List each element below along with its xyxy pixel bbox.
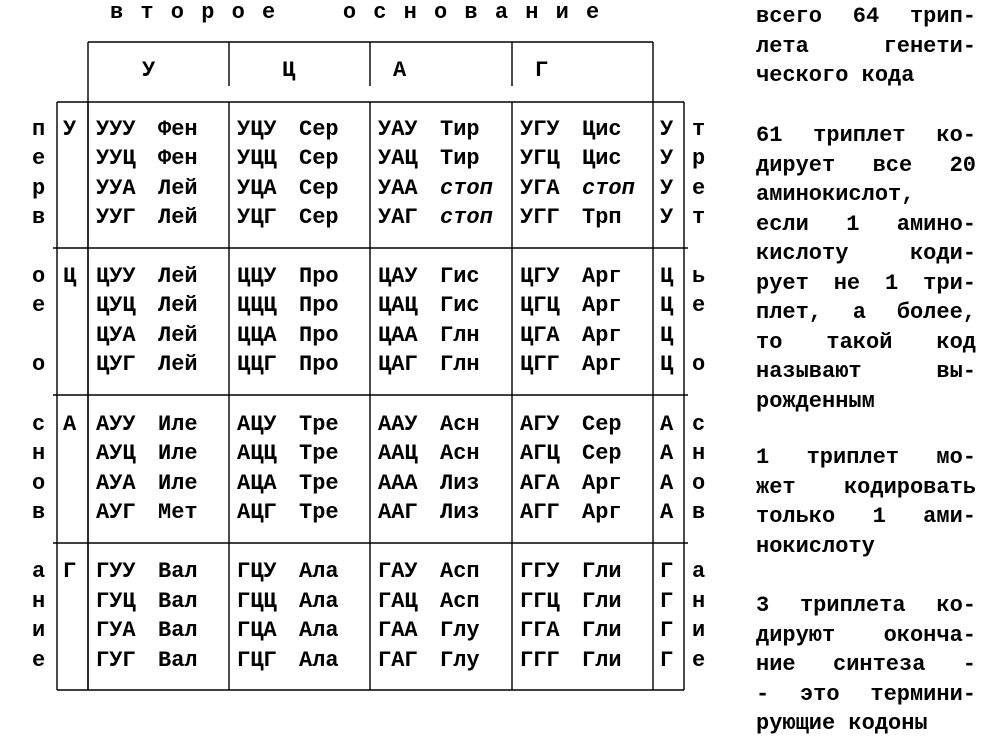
amino-acid: Асп [440, 589, 480, 614]
side-label-left-char: н [32, 589, 46, 614]
codon-triplet: ГЦУ [237, 559, 277, 584]
codon-triplet: ААЦ [378, 441, 418, 466]
note-paragraph [756, 2, 976, 91]
amino-acid: Асн [440, 441, 480, 466]
codon-triplet: АГА [520, 471, 560, 496]
note-line: дирует все 20 [756, 152, 976, 178]
codon-triplet: АЦУ [237, 412, 277, 437]
side-label-right-char: т [692, 205, 706, 230]
note-line: только 1 ами- [756, 504, 976, 529]
codon-triplet: АУУ [96, 412, 136, 437]
third-base-label: У [660, 176, 674, 201]
note-line: если 1 амино- [756, 211, 976, 237]
note-line: аминокислот, [756, 182, 915, 207]
note-line: всего 64 трип- [756, 4, 976, 29]
third-base-label: А [660, 500, 674, 525]
codon-triplet: ЦАГ [378, 352, 418, 377]
codon-triplet: ААА [378, 471, 418, 496]
codon-triplet: ЦУА [96, 323, 136, 348]
codon-triplet: ЦГГ [520, 352, 560, 377]
codon-triplet: УУУ [96, 117, 136, 142]
codon-triplet: ЦГУ [520, 264, 560, 289]
amino-acid: Про [299, 352, 339, 377]
codon-triplet: ГГЦ [520, 589, 560, 614]
side-label-left-char: п [32, 117, 46, 142]
amino-acid: Арг [582, 264, 622, 289]
amino-acid: Тир [440, 146, 480, 171]
amino-acid: Лей [158, 264, 198, 289]
side-label-right-char: е [692, 176, 706, 201]
codon-triplet: ГУГ [96, 648, 136, 673]
amino-acid: Сер [582, 412, 622, 437]
amino-acid: Фен [158, 146, 198, 171]
codon-triplet: ГАЦ [378, 589, 418, 614]
note-line: рующие кодоны [756, 711, 928, 736]
note-line: 61 триплет ко- [756, 123, 976, 148]
side-label-right-char: о [692, 352, 706, 377]
side-label-right-char: е [692, 648, 706, 673]
note-line: называют вы- [756, 359, 976, 384]
amino-acid: Тре [299, 500, 339, 525]
side-label-right-char: и [692, 618, 706, 643]
note-line: - это термини- [756, 681, 976, 707]
codon-triplet: АЦГ [237, 500, 277, 525]
amino-acid: Тре [299, 441, 339, 466]
amino-acid: Асн [440, 412, 480, 437]
side-label-right-char: е [692, 293, 706, 318]
amino-acid: Вал [158, 589, 198, 614]
side-label-left-char: в [32, 500, 46, 525]
codon-triplet: ЦЦГ [237, 352, 277, 377]
amino-acid: Иле [158, 441, 198, 466]
note-line: дируют оконча- [756, 622, 976, 648]
codon-triplet: ЦУУ [96, 264, 136, 289]
amino-acid: Глн [440, 323, 480, 348]
codon-triplet: ГЦА [237, 618, 277, 643]
third-base-label: У [660, 117, 674, 142]
amino-acid: Гли [582, 559, 622, 584]
side-label-left-char: а [32, 559, 46, 584]
side-label-right-char: а [692, 559, 706, 584]
codon-triplet: ГУЦ [96, 589, 136, 614]
amino-acid: Гли [582, 589, 622, 614]
codon-triplet: ЦАА [378, 323, 418, 348]
side-label-left-char: е [32, 648, 46, 673]
amino-acid: Вал [158, 648, 198, 673]
codon-triplet: ГЦГ [237, 648, 277, 673]
amino-acid: Тре [299, 412, 339, 437]
amino-acid: Арг [582, 323, 622, 348]
codon-triplet: УАА [378, 176, 418, 201]
amino-acid: Арг [582, 352, 622, 377]
third-base-label: Г [660, 648, 674, 673]
codon-triplet: ЦУЦ [96, 293, 136, 318]
amino-acid: Сер [299, 176, 339, 201]
second-base-label: А [393, 58, 407, 83]
codon-triplet: УГГ [520, 205, 560, 230]
third-base-label: Ц [660, 323, 674, 348]
codon-triplet: ЦАУ [378, 264, 418, 289]
amino-acid: Арг [582, 500, 622, 525]
amino-acid: Лей [158, 293, 198, 318]
third-base-label: Г [660, 559, 674, 584]
note-line: лета генети- [756, 33, 976, 59]
codon-triplet: УЦУ [237, 117, 277, 142]
codon-triplet: АГУ [520, 412, 560, 437]
amino-acid: Арг [582, 471, 622, 496]
third-base-label: Г [660, 589, 674, 614]
codon-triplet: УГУ [520, 117, 560, 142]
amino-acid: Гли [582, 618, 622, 643]
amino-acid: Сер [299, 117, 339, 142]
codon-triplet: ААУ [378, 412, 418, 437]
note-paragraph [756, 591, 976, 739]
stop-codon-label: стоп [440, 176, 493, 201]
codon-triplet: ЦАЦ [378, 293, 418, 318]
amino-acid: Глу [440, 648, 480, 673]
third-base-label: У [660, 205, 674, 230]
codon-triplet: АГЦ [520, 441, 560, 466]
note-line: рожденным [756, 388, 875, 414]
amino-acid: Гис [440, 264, 480, 289]
codon-triplet: ГАУ [378, 559, 418, 584]
codon-triplet: ЦЦУ [237, 264, 277, 289]
codon-triplet: ГГА [520, 618, 560, 643]
codon-triplet: УГА [520, 176, 560, 201]
second-base-label: У [142, 58, 156, 83]
amino-acid: Лей [158, 205, 198, 230]
codon-triplet: ААГ [378, 500, 418, 525]
side-label-left-char: р [32, 176, 46, 201]
codon-triplet: ГУА [96, 618, 136, 643]
side-label-left-char: о [32, 471, 46, 496]
third-base-label: А [660, 471, 674, 496]
codon-triplet: ГУУ [96, 559, 136, 584]
amino-acid: Ала [299, 589, 339, 614]
codon-triplet: АЦА [237, 471, 277, 496]
third-base-label: Ц [660, 352, 674, 377]
second-base-heading: второе основание [110, 0, 617, 25]
side-label-right-char: о [692, 471, 706, 496]
first-base-label: У [63, 117, 77, 142]
side-label-right-char: ь [692, 264, 706, 289]
codon-triplet: УУЦ [96, 146, 136, 171]
side-label-right-char: н [692, 589, 706, 614]
stop-codon-label: стоп [440, 205, 493, 230]
side-label-left-char: в [32, 205, 46, 230]
amino-acid: Трп [582, 205, 622, 230]
amino-acid: Сер [299, 205, 339, 230]
amino-acid: Про [299, 293, 339, 318]
amino-acid: Ала [299, 559, 339, 584]
amino-acid: Фен [158, 117, 198, 142]
codon-triplet: ЦГЦ [520, 293, 560, 318]
amino-acid: Цис [582, 146, 622, 171]
side-label-right-char: р [692, 146, 706, 171]
side-label-left-char: е [32, 293, 46, 318]
codon-triplet: УЦЦ [237, 146, 277, 171]
first-base-label: Ц [63, 264, 77, 289]
amino-acid: Ала [299, 648, 339, 673]
note-line: 1 триплет мо- [756, 445, 976, 470]
note-line: 3 триплета ко- [756, 593, 976, 618]
note-line: жет кодировать [756, 474, 976, 500]
amino-acid: Иле [158, 412, 198, 437]
note-line: плет, а более, [756, 300, 976, 325]
codon-triplet: ГГГ [520, 648, 560, 673]
third-base-label: У [660, 146, 674, 171]
first-base-label: Г [63, 559, 77, 584]
third-base-label: Г [660, 618, 674, 643]
amino-acid: Тир [440, 117, 480, 142]
amino-acid: Ала [299, 618, 339, 643]
amino-acid: Асп [440, 559, 480, 584]
amino-acid: Гли [582, 648, 622, 673]
side-label-left-char: о [32, 352, 46, 377]
codon-triplet: ЦУГ [96, 352, 136, 377]
note-line: рует не 1 три- [756, 270, 976, 296]
side-label-left-char: с [32, 412, 46, 437]
note-paragraph [756, 443, 976, 561]
amino-acid: Арг [582, 293, 622, 318]
side-label-right-char: в [692, 500, 706, 525]
amino-acid: Мет [158, 500, 198, 525]
note-line: то такой код [756, 329, 976, 355]
first-base-label: А [63, 412, 77, 437]
codon-triplet: УАГ [378, 205, 418, 230]
codon-triplet: ЦЦЦ [237, 293, 277, 318]
amino-acid: Лиз [440, 471, 480, 496]
amino-acid: Вал [158, 618, 198, 643]
amino-acid: Про [299, 264, 339, 289]
stop-codon-label: стоп [582, 176, 635, 201]
second-base-label: Ц [282, 58, 296, 83]
codon-triplet: УЦА [237, 176, 277, 201]
third-base-label: А [660, 412, 674, 437]
amino-acid: Вал [158, 559, 198, 584]
amino-acid: Гис [440, 293, 480, 318]
second-base-label: Г [535, 58, 549, 83]
amino-acid: Глу [440, 618, 480, 643]
codon-triplet: УАУ [378, 117, 418, 142]
codon-triplet: УУГ [96, 205, 136, 230]
amino-acid: Про [299, 323, 339, 348]
amino-acid: Тре [299, 471, 339, 496]
codon-triplet: УАЦ [378, 146, 418, 171]
note-line: кислоту коди- [756, 241, 976, 266]
codon-triplet: ГАА [378, 618, 418, 643]
codon-triplet: ГЦЦ [237, 589, 277, 614]
side-label-left-char: о [32, 264, 46, 289]
note-line: нокислоту [756, 533, 875, 559]
third-base-label: Ц [660, 264, 674, 289]
note-line: ние синтеза - [756, 652, 976, 677]
third-base-label: Ц [660, 293, 674, 318]
codon-triplet: ГГУ [520, 559, 560, 584]
codon-triplet: АУА [96, 471, 136, 496]
amino-acid: Иле [158, 471, 198, 496]
side-label-right-char: т [692, 117, 706, 142]
amino-acid: Лей [158, 176, 198, 201]
amino-acid: Глн [440, 352, 480, 377]
codon-triplet: АУЦ [96, 441, 136, 466]
amino-acid: Лиз [440, 500, 480, 525]
codon-triplet: ЦГА [520, 323, 560, 348]
amino-acid: Лей [158, 352, 198, 377]
third-base-label: А [660, 441, 674, 466]
side-label-left-char: е [32, 146, 46, 171]
codon-triplet: АГГ [520, 500, 560, 525]
amino-acid: Сер [582, 441, 622, 466]
side-label-right-char: н [692, 441, 706, 466]
codon-triplet: ГАГ [378, 648, 418, 673]
codon-triplet: УГЦ [520, 146, 560, 171]
codon-triplet: УЦГ [237, 205, 277, 230]
side-label-left-char: н [32, 441, 46, 466]
amino-acid: Лей [158, 323, 198, 348]
codon-triplet: УУА [96, 176, 136, 201]
side-label-left-char: и [32, 618, 46, 643]
note-paragraph [756, 121, 976, 416]
amino-acid: Сер [299, 146, 339, 171]
codon-triplet: АЦЦ [237, 441, 277, 466]
codon-triplet: ЦЦА [237, 323, 277, 348]
note-line: ческого кода [756, 63, 915, 88]
amino-acid: Цис [582, 117, 622, 142]
side-label-right-char: с [692, 412, 706, 437]
codon-triplet: АУГ [96, 500, 136, 525]
